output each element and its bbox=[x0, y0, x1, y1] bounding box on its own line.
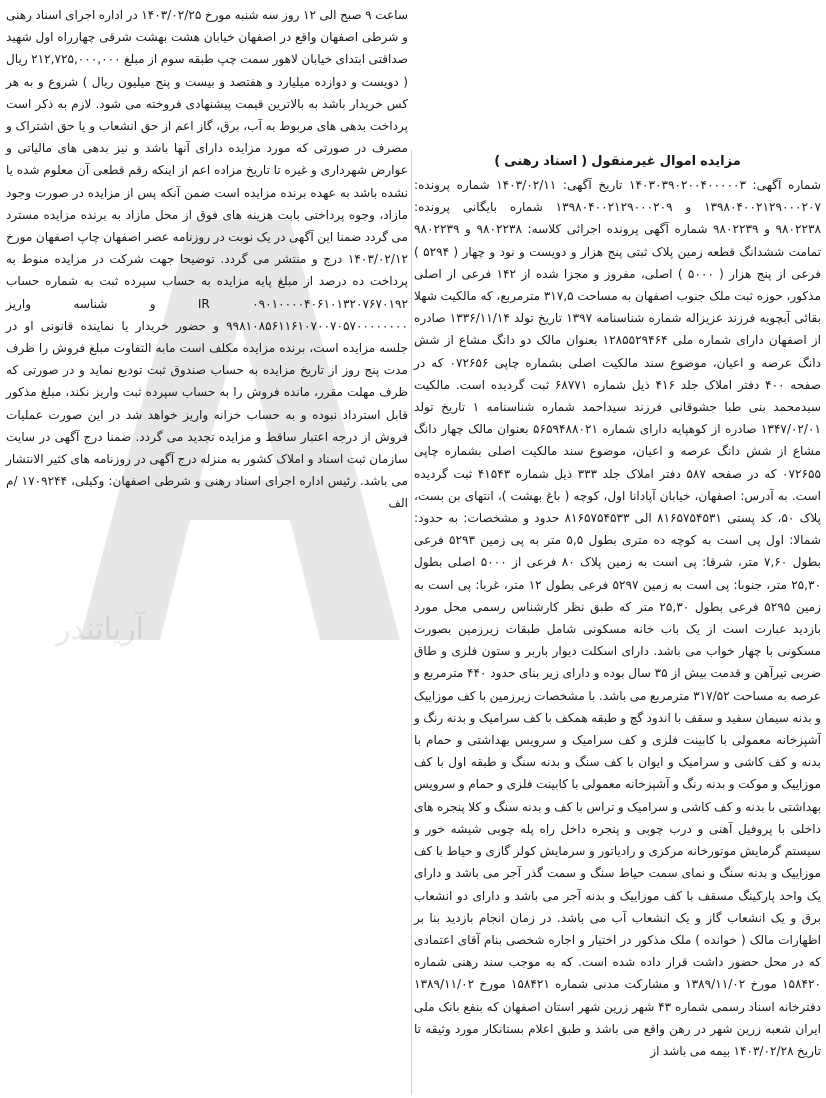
watermark-text: آریاتندر bbox=[56, 612, 144, 647]
column-divider bbox=[411, 150, 412, 1095]
right-column-text: شماره آگهی: ۱۴۰۳۰۳۹۰۲۰۰۴۰۰۰۰۰۳ تاریخ آگهی: ۱۴۰۳/۰۲/۱۱ شماره پرونده: ۱۳۹۸۰۴۰۰۲۱۲۹۰۰۰۲۰۷ و ۱۳۹۸۰۴۰۰۲۱۲۹۰۰۰۲۰۹ شماره بایگانی پرونده: ۹۸۰۲۲۳۸ و ۹۸۰۲۲۳۹ شماره آگهی پرونده اجرائی کلاسه: ۹۸۰۲۲۳۸ و ۹۸۰۲۲۳۹ تمامت ششدانگ قطعه زمین پلاک ثبتی پنج هزار و دویست و نود و چهار ( ۵۲۹۴ ) فرعی از پنج هزار ( ۵۰۰۰ ) اصلی، مفروز و مجزا شده از ۱۴۲ فرعی از اصلی مذکور، حوزه ثبت ملک جنوب اصفهان به مساحت ۳۱۷,۵ مترمربع، که مالکیت شهلا بقائی آبچویه فرزند عزیزاله شماره شناسنامه ۱۳۹۷ تاریخ تولد ۱۳۳۶/۱۱/۱۴ صادره از اصفهان دارای شماره ملی ۱۲۸۵۵۲۹۴۶۴ بعنوان مالک دو دانگ مشاع از شش دانگ عرصه و اعیان، موضوع سند مالکیت اصلی بشماره چاپی ۰۷۲۶۵۶ که در صفحه ۴۰۰ دفتر املاک جلد ۴۱۶ ذیل شماره ۶۸۷۷۱ ثبت گردیده است. مالکیت سیدمحمد بنی طبا جشوقانی فرزند سیداحمد شماره شناسنامه ۱ تاریخ تولد ۱۳۴۷/۰۲/۰۱ صادره از کوهپایه دارای شماره ۵۶۵۹۴۸۸۰۲۱ بعنوان مالک چهار دانگ مشاع از شش دانگ عرصه و اعیان، موضوع سند مالکیت اصلی بشماره چاپی ۰۷۲۶۵۵ که در صفحه ۵۸۷ دفتر املاک جلد ۳۳۳ ذیل شماره ۴۱۵۴۳ ثبت گردیده است. به آدرس: اصفهان، خیابان آپادانا اول، کوچه ( باغ بهشت )، انتهای بن بست، پلاک ۵۰، کد پستی ۸۱۶۵۷۵۴۵۳۱ الی ۸۱۶۵۷۵۴۵۳۳ حدود و مشخصات: به حدود: شمالا: اول پی است به کوچه ده متری بطول ۵,۵ متر به پی زمین ۵۲۹۳ فرعی بطول ۷,۶۰ متر، شرقا: پی است به زمین پلاک ۸۰ فرعی از ۵۰۰۰ اصلی بطول ۲۵,۳۰ متر، جنوبا: پی است به زمین ۵۲۹۷ فرعی بطول ۱۲ متر، غربا: پی است به زمین ۵۲۹۵ فرعی بطول ۲۵,۳۰ متر که طبق نظر کارشناس رسمی محل مورد بازدید عبارت است از یک باب خانه مسکونی شامل طبقات زیرزمین بصورت مسکونی با چهار خواب می باشد. دارای اسکلت دیوار باربر و ستون فلزی و طاق ضربی تیرآهن و قدمت بیش از ۳۵ سال بوده و دارای زیر بنای حدود ۴۴۰ مترمربع و عرصه به مساحت ۳۱۷/۵۲ مترمربع می باشد. با مشخصات زیرزمین با کف موزاییک و بدنه سیمان سفید و سقف با اندود گچ و طبقه همکف با کف سرامیک و بدنه رنگ و آشپزخانه معمولی با کابینت فلزی و کف سرامیک و سرویس بهداشتی و حمام با بدنه و کف کاشی و سرامیک و ایوان با کف سنگ و بدنه سنگ و طبقه اول با کف موزاییک و موکت و بدنه رنگ و آشپزخانه معمولی با کابینت فلزی و حمام و سرویس بهداشتی با بدنه و کف کاشی و سرامیک و تراس با کف و بدنه سنگ و کلا پنجره های داخلی با پروفیل آهنی و درب چوبی و پنجره داخل راه پله چوبی شیشه خور و سیستم گرمایش موتورخانه مرکزی و رادیاتور و سرمایش کولر گازی و حیاط با کف موزاییک و بدنه سنگ و نمای سمت حیاط سنگ و سمت گذر آجر می باشد و دارای یک واحد پارکینگ مسقف با کف موزاییک و بدنه آجر می باشد و دارای دو انشعاب برق و یک انشعاب گاز و یک انشعاب آب می باشد. در زمان انجام بازدید بنا بر اظهارات مالک ( خوانده ) ملک مذکور در اختیار و اجاره شخصی بنام آقای اعتمادی که در محل حضور داشت قرار داده شده است. که به موجب سند رهنی شماره ۱۵۸۴۲۰ مورخ ۱۳۸۹/۱۱/۰۲ و مشارکت مدنی شماره ۱۵۸۴۲۱ مورخ ۱۳۸۹/۱۱/۰۲ دفترخانه اسناد رسمی شماره ۴۳ شهر زرین شهر استان اصفهان که بنفع بانک ملی ایران شعبه زرین شهر در رهن واقع می باشد و طبق اعلام بستانکار مورد وثیقه تا تاریخ ۱۴۰۳/۰۲/۲۸ بیمه می باشد از bbox=[414, 178, 822, 1058]
left-column-text: ساعت ۹ صبح الی ۱۲ روز سه شنبه مورخ ۱۴۰۳/۰۲/۲۵ در اداره اجرای اسناد رهنی و شرطی اصفهان واقع در اصفهان خیابان هشت بهشت شرقی چهارراه اول شهید صداقتی ابتدای خیابان لاهور سمت چپ طبقه سوم از مبلغ ۲۱۲,۷۲۵,۰۰۰,۰۰۰ ریال ( دویست و دوازده میلیارد و هفتصد و بیست و پنج میلیون ریال ) شروع و به هر کس خریدار باشد به بالاترین قیمت پیشنهادی فروخته می شود. لازم به ذکر است پرداخت بدهی های مربوط به آب، برق، گاز اعم از حق انشعاب و یا حق اشتراک و مصرف در صورتی که مورد مزایده دارای آنها باشد و نیز بدهی های مالیاتی و عوارض شهرداری و غیره تا تاریخ مزاده اعم از اینکه رقم قطعی آن معلوم شده یا نشده باشد به عهده برنده مزایده است ضمن آنکه پس از مزایده در صورت وجود مازاد، وجوه پرداختی بابت هزینه های فوق از محل مازاد به برنده مزایده مسترد می گردد ضمنا این آگهی در یک نوبت در روزنامه عصر اصفهان چاپ اصفهان مورخ ۱۴۰۳/۰۲/۱۲ درج و منتشر می گردد. توضیحا جهت شرکت در مزایده منوط به پرداخت ده درصد از مبلغ پایه مزایده به حساب سپرده ثبت به شماره حساب ۰۹۰۱۰۰۰۰۴۰۶۱۰۱۳۲۰۷۶۷۰۱۹۲ IR و شناسه واریز ۹۹۸۱۰۸۵۶۱۱۶۱۰۷۰۰۷۰۵۷۰۰۰۰۰۰۰۰ و حضور خریدار یا نماینده قانونی او در جلسه مزایده است، برنده مزایده مکلف است مابه التفاوت مبلغ فروش را ظرف مدت پنج روز از تاریخ مزایده به حساب صندوق ثبت تودیع نماید و در صورتی که ظرف مهلت مقرر، مانده فروش را به حساب سپرده ثبت واریز نکند، مبلغ مذکور قابل استرداد نبوده و به حساب خزانه واریز خواهد شد در این صورت عملیات فروش از درجه اعتبار ساقط و مزایده تجدید می گردد. ضمنا درج آگهی در سایت سازمان ثبت اسناد و املاک کشور به منزله درج آگهی در روزنامه های کثیر الانتشار می باشد. رئیس اداره اجرای اسناد رهنی و شرطی اصفهان: وکیلی، ۱۷۰۹۲۴۴ /م الف bbox=[6, 8, 408, 511]
left-column bbox=[6, 4, 408, 515]
auction-title: مزایده اموال غیرمنقول ( اسناد رهنی ) bbox=[494, 154, 741, 169]
right-column bbox=[414, 150, 821, 1062]
